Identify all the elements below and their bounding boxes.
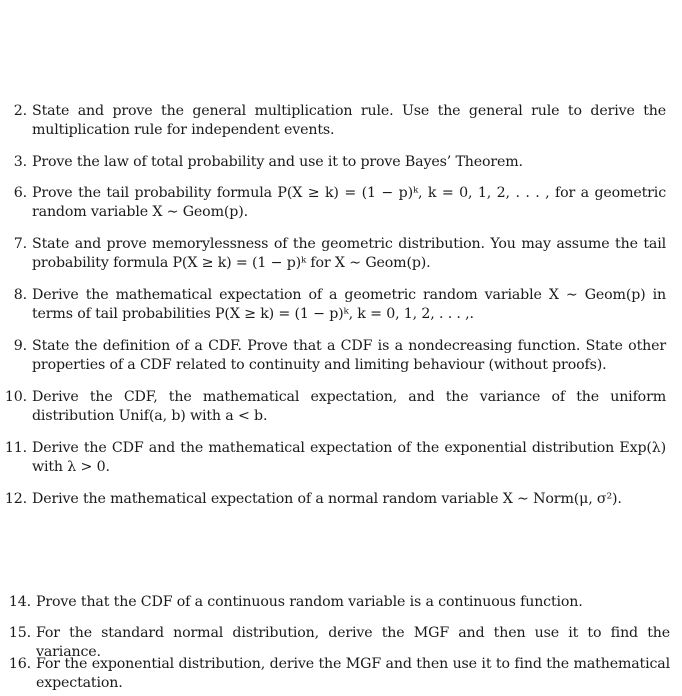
item-number: 6. <box>13 185 27 201</box>
item-number: 15. <box>8 625 31 641</box>
item-number: 3. <box>13 154 27 170</box>
item-text: Derive the CDF and the mathematical expectation of the exponential distribution Exp(λ) with λ > 0. <box>32 440 666 475</box>
item-text: Prove the tail probability formula P(X ≥ k) = (1 − p)ᵏ, k = 0, 1, 2, . . . , for a geometric random variable X ∼ Geom(p). <box>32 185 666 220</box>
item-number: 14. <box>8 594 31 610</box>
item-number: 2. <box>13 103 27 119</box>
item-text: Derive the CDF, the mathematical expectation, and the variance of the uniform distribution Unif(a, b) with a < b. <box>32 389 666 424</box>
item-number: 16. <box>8 656 31 672</box>
item-text: State the definition of a CDF. Prove that a CDF is a nondecreasing function. State other properties of a CDF related to continuity and limiting behaviour (without proofs). <box>32 338 666 373</box>
item-number: 11. <box>4 440 27 456</box>
item-number: 10. <box>4 389 27 405</box>
item-text: Prove the law of total probability and use it to prove Bayes’ Theorem. <box>32 154 523 170</box>
item-text: State and prove memorylessness of the geometric distribution. You may assume the tail probability formula P(X ≥ k) = (1 − p)ᵏ for X ∼ Geom(p). <box>32 236 666 271</box>
item-text: For the exponential distribution, derive the MGF and then use it to find the mathematical expectation. <box>36 656 670 691</box>
item-text: State and prove the general multiplication rule. Use the general rule to derive the multiplication rule for independent events. <box>32 103 666 138</box>
item-number: 9. <box>13 338 27 354</box>
item-text: Derive the mathematical expectation of a geometric random variable X ∼ Geom(p) in terms of tail probabilities P(X ≥ k) = (1 − p)ᵏ, k = 0, 1, 2, . . . ,. <box>32 287 666 322</box>
item-number: 12. <box>4 491 27 507</box>
item-text: For the standard normal distribution, derive the MGF and then use it to find the variance. <box>36 625 670 660</box>
item-number: 8. <box>13 287 27 303</box>
item-number: 7. <box>13 236 27 252</box>
item-text: Prove that the CDF of a continuous random variable is a continuous function. <box>36 594 583 610</box>
item-text: Derive the mathematical expectation of a normal random variable X ∼ Norm(μ, σ²). <box>32 491 622 507</box>
